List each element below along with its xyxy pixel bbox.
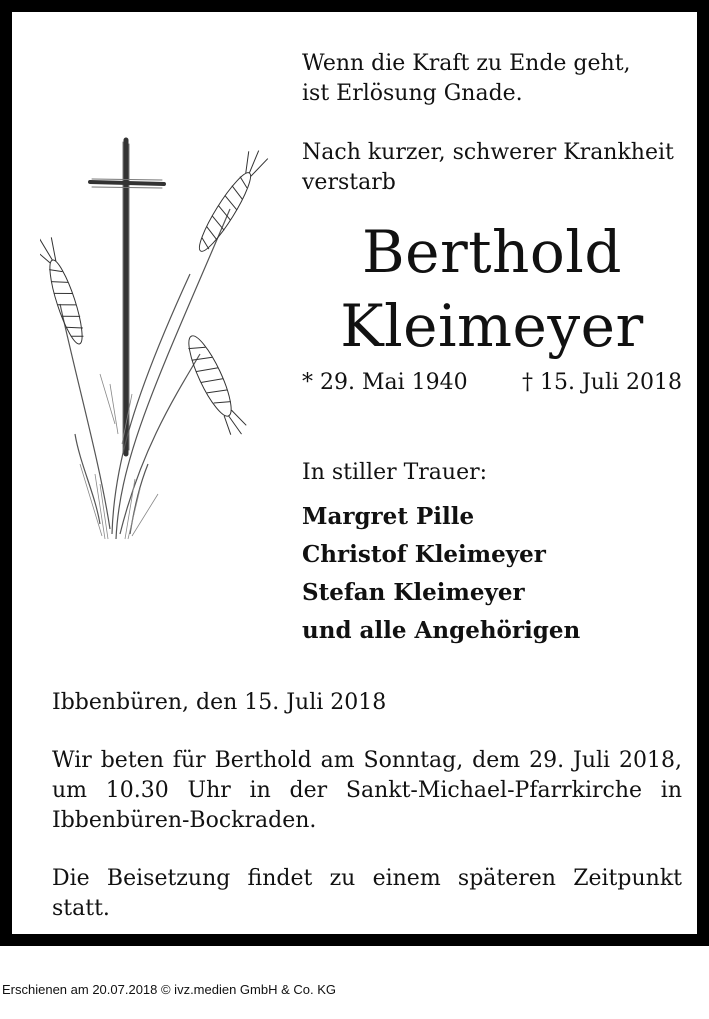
service-announcement: Wir beten für Berthold am Sonntag, dem 29. Juli 2018, um 10.30 Uhr in der Sankt-Michael-Pfarrkirche in Ibbenbüren-Bockraden. — [52, 748, 682, 833]
mourning-intro: In stiller Trauer: — [302, 460, 488, 485]
mourner-name: Margret Pille — [302, 503, 475, 530]
mourner-name: Stefan Kleimeyer — [302, 579, 525, 606]
intro-text: Nach kurzer, schwerer Krankheit verstarb — [302, 140, 674, 195]
cross-with-wheat-icon — [40, 134, 270, 544]
mourners-list — [302, 498, 580, 650]
deceased-first-name: Berthold — [362, 218, 622, 286]
death-date: † 15. Juli 2018 — [521, 370, 682, 395]
deceased-last-name: Kleimeyer — [340, 292, 644, 360]
birth-date: * 29. Mai 1940 — [302, 370, 468, 395]
mourner-name: Christof Kleimeyer — [302, 541, 546, 568]
place-and-date: Ibbenbüren, den 15. Juli 2018 — [52, 690, 387, 715]
mourner-name: und alle Angehörigen — [302, 617, 581, 644]
publication-footer: Erschienen am 20.07.2018 © ivz.medien GmbH & Co. KG — [2, 982, 337, 997]
burial-announcement: Die Beisetzung findet zu einem späteren Zeitpunkt statt. — [52, 866, 682, 921]
motto-verse: Wenn die Kraft zu Ende geht, ist Erlösung Gnade. — [302, 51, 631, 106]
